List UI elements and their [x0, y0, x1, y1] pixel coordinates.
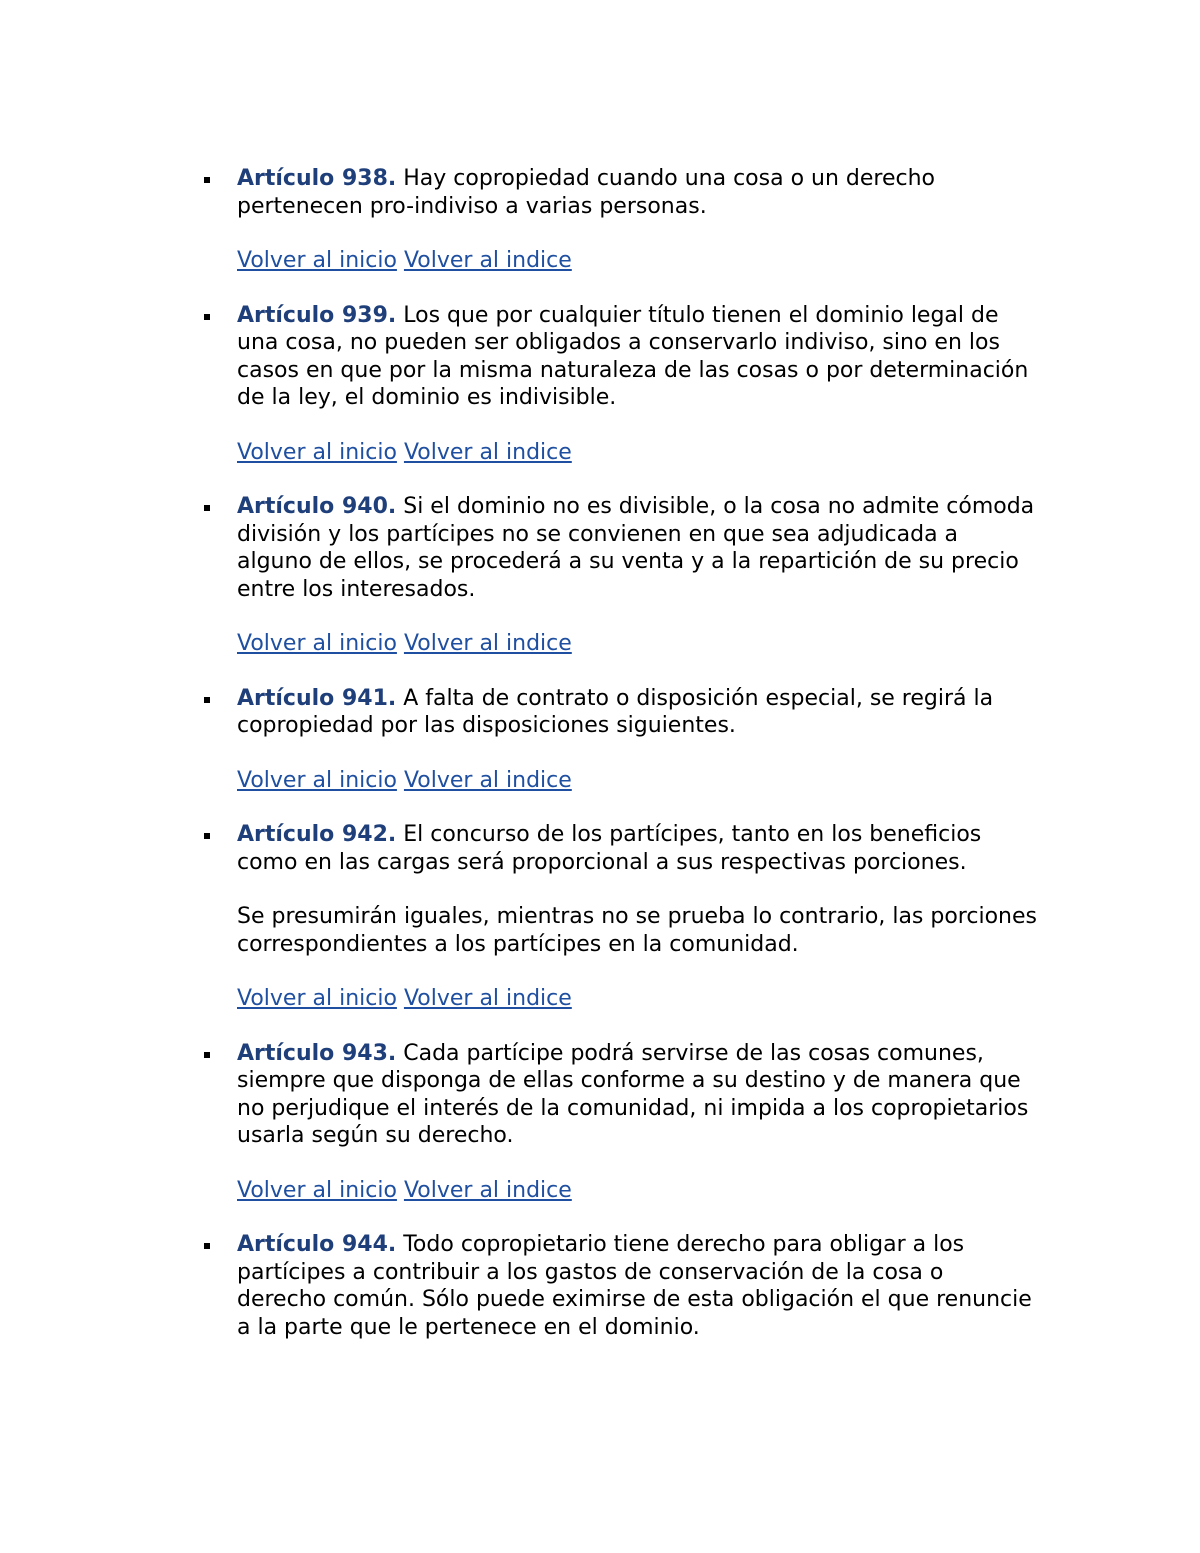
article-paragraph — [237, 493, 1037, 603]
article-nav-links — [237, 439, 1037, 467]
article-text: El concurso de los partícipes, tanto en los beneficios como en las cargas será proporcional a sus respectivas porciones. — [237, 822, 982, 875]
article-text: Los que por cualquier título tienen el dominio legal de una cosa, no pueden ser obligados a conservarlo indiviso, sino en los casos en que por la misma naturaleza de las cosas o por determinación de la ley, el dominio es indivisible. — [237, 302, 1029, 410]
article-938 — [200, 165, 1037, 275]
article-paragraph — [237, 821, 1037, 876]
article-text: Hay copropiedad cuando una cosa o un derecho pertenecen pro-indiviso a varias personas. — [237, 166, 935, 219]
article-title: Artículo 940. — [237, 494, 397, 519]
article-text: Cada partícipe podrá servirse de las cosas comunes, siempre que disponga de ellas conforme a su destino y de manera que no perjudique el interés de la comunidad, ni impida a los copropietarios usarla según su derecho. — [237, 1040, 1029, 1148]
article-941 — [200, 685, 1037, 795]
back-to-index-link[interactable]: Volver al indice — [403, 631, 572, 656]
back-to-index-link[interactable]: Volver al indice — [403, 1177, 572, 1203]
article-nav-links — [237, 247, 1037, 275]
back-to-start-link[interactable]: Volver al inicio — [237, 1177, 397, 1203]
square-bullet-icon — [204, 833, 210, 839]
article-title: Artículo 939. — [237, 302, 397, 328]
article-nav-links — [237, 985, 1037, 1013]
back-to-start-link[interactable]: Volver al inicio — [237, 248, 397, 273]
article-nav-links — [237, 767, 1037, 795]
article-text: A falta de contrato o disposición especial, se regirá la copropiedad por las disposiciones siguientes. — [237, 685, 994, 738]
article-paragraph — [237, 302, 1037, 412]
back-to-index-link[interactable]: Volver al indice — [403, 248, 572, 273]
article-title: Artículo 941. — [237, 685, 397, 711]
article-title: Artículo 943. — [237, 1040, 397, 1066]
square-bullet-icon — [204, 697, 210, 703]
back-to-index-link[interactable]: Volver al indice — [403, 767, 572, 793]
article-title: Artículo 942. — [237, 822, 397, 847]
article-943 — [200, 1040, 1037, 1205]
article-939 — [200, 302, 1037, 467]
square-bullet-icon — [204, 1243, 210, 1249]
back-to-start-link[interactable]: Volver al inicio — [237, 631, 397, 656]
back-to-start-link[interactable]: Volver al inicio — [237, 986, 397, 1011]
article-text: Todo copropietario tiene derecho para obligar a los partícipes a contribuir a los gastos de conservación de la cosa o derecho común. Sólo puede eximirse de esta obligación el que renuncie a la parte que le pertenece en el dominio. — [237, 1232, 1032, 1340]
article-title: Artículo 944. — [237, 1232, 397, 1257]
article-paragraph: Se presumirán iguales, mientras no se prueba lo contrario, las porciones correspondientes a los partícipes en la comunidad. — [237, 904, 1037, 957]
square-bullet-icon — [204, 505, 210, 511]
square-bullet-icon — [204, 177, 210, 183]
back-to-start-link[interactable]: Volver al inicio — [237, 439, 397, 465]
article-paragraph — [237, 1231, 1037, 1341]
square-bullet-icon — [204, 1052, 210, 1058]
square-bullet-icon — [204, 314, 210, 320]
article-nav-links — [237, 1177, 1037, 1205]
article-944 — [200, 1231, 1037, 1341]
back-to-index-link[interactable]: Volver al indice — [403, 986, 572, 1011]
article-nav-links — [237, 630, 1037, 658]
article-text: Si el dominio no es divisible, o la cosa no admite cómoda división y los partícipes no se convienen en que sea adjudicada a alguno de ellos, se procederá a su venta y a la repartición de su precio entre los interesados. — [237, 494, 1035, 602]
article-940 — [200, 493, 1037, 658]
back-to-index-link[interactable]: Volver al indice — [403, 439, 572, 465]
article-paragraph — [237, 165, 1037, 220]
article-title: Artículo 938. — [237, 166, 397, 191]
article-paragraph — [237, 685, 1037, 740]
article-942 — [200, 821, 1037, 1013]
article-list — [200, 165, 1060, 1341]
back-to-start-link[interactable]: Volver al inicio — [237, 767, 397, 793]
article-paragraph — [237, 1040, 1037, 1150]
